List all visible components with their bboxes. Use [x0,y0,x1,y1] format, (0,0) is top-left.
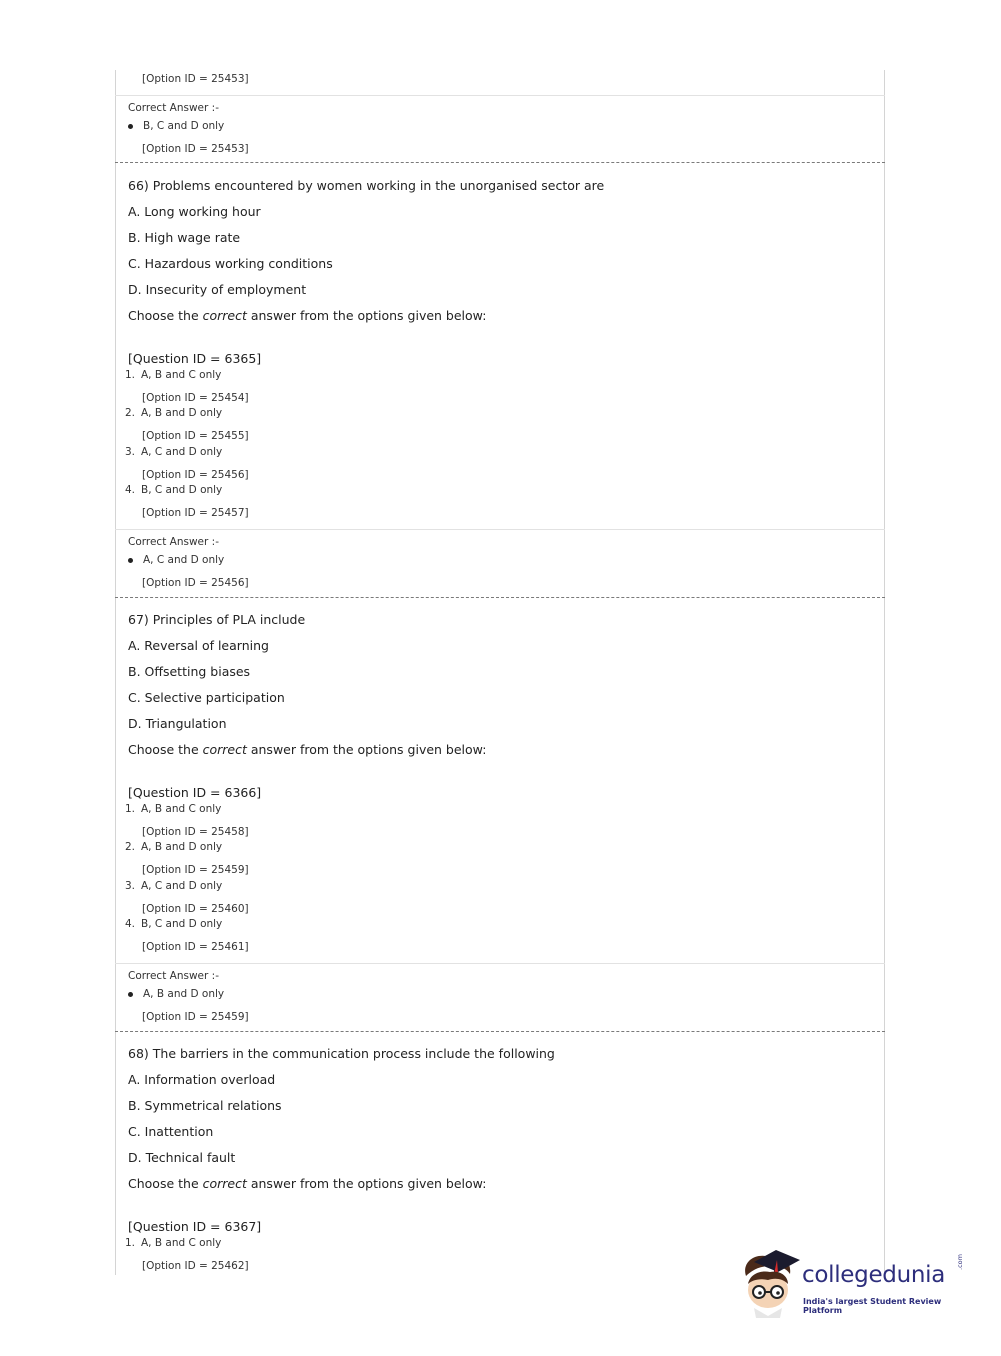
divider [115,529,885,530]
question-separator [115,162,885,163]
option-id: [Option ID = 25458] [142,826,249,838]
logo-tagline: India's largest Student Review Platform [803,1297,942,1315]
option-id: [Option ID = 25459] [142,864,249,876]
choose-instruction: Choose the correct answer from the options given below: [128,1176,487,1191]
option-item[interactable]: 1. A, B and C only [125,369,222,381]
option-id: [Option ID = 25462] [142,1260,249,1272]
option-item[interactable]: 2. A, B and D only [125,407,223,419]
option-id: [Option ID = 25454] [142,392,249,404]
option-item[interactable]: 3. A, C and D only [125,880,223,892]
question-id: [Question ID = 6365] [128,351,262,366]
question-title: 68) The barriers in the communication process include the following [128,1046,555,1061]
question-separator [115,1031,885,1032]
divider [115,95,885,96]
correct-answer-text: A, C and D only [143,554,225,566]
option-id: [Option ID = 25460] [142,903,249,915]
choose-instruction: Choose the correct answer from the options given below: [128,742,487,757]
option-id: [Option ID = 25453] [142,73,249,85]
option-item[interactable]: 1. A, B and C only [125,1237,222,1249]
question-title: 67) Principles of PLA include [128,612,306,627]
divider [115,963,885,964]
option-id: [Option ID = 25455] [142,430,249,442]
correct-option-id: [Option ID = 25456] [142,577,249,589]
statement: A. Information overload [128,1072,276,1087]
statement: C. Selective participation [128,690,285,705]
statement: D. Insecurity of employment [128,282,307,297]
option-id: [Option ID = 25456] [142,469,249,481]
correct-option-id: [Option ID = 25459] [142,1011,249,1023]
option-id: [Option ID = 25461] [142,941,249,953]
option-id: [Option ID = 25457] [142,507,249,519]
question-id: [Question ID = 6367] [128,1219,262,1234]
option-item[interactable]: 4. B, C and D only [125,484,223,496]
mascot-icon [740,1246,804,1322]
correct-answer-label: Correct Answer :- [128,970,219,982]
statement: A. Reversal of learning [128,638,269,653]
question-title: 66) Problems encountered by women working in the unorganised sector are [128,178,605,193]
option-item[interactable]: 2. A, B and D only [125,841,223,853]
statement: D. Technical fault [128,1150,236,1165]
choose-instruction: Choose the correct answer from the options given below: [128,308,487,323]
option-item[interactable]: 1. A, B and C only [125,803,222,815]
statement: C. Inattention [128,1124,214,1139]
bullet-icon [128,992,133,997]
statement: A. Long working hour [128,204,261,219]
option-item[interactable]: 4. B, C and D only [125,918,223,930]
correct-answer-label: Correct Answer :- [128,536,219,548]
correct-option-id: [Option ID = 25453] [142,143,249,155]
statement: B. Offsetting biases [128,664,251,679]
statement: B. Symmetrical relations [128,1098,282,1113]
statement: D. Triangulation [128,716,227,731]
logo-brand: collegedunia [802,1262,946,1288]
correct-answer-text: B, C and D only [143,120,225,132]
collegedunia-logo[interactable] [740,1246,980,1326]
statement: B. High wage rate [128,230,241,245]
statement: C. Hazardous working conditions [128,256,333,271]
correct-answer [128,988,224,1000]
question-id: [Question ID = 6366] [128,785,262,800]
option-item[interactable]: 3. A, C and D only [125,446,223,458]
correct-answer [128,120,224,132]
question-separator [115,597,885,598]
correct-answer-label: Correct Answer :- [128,102,219,114]
bullet-icon [128,558,133,563]
logo-suffix: .com [956,1254,964,1270]
bullet-icon [128,124,133,129]
correct-answer [128,554,224,566]
correct-answer-text: A, B and D only [143,988,225,1000]
